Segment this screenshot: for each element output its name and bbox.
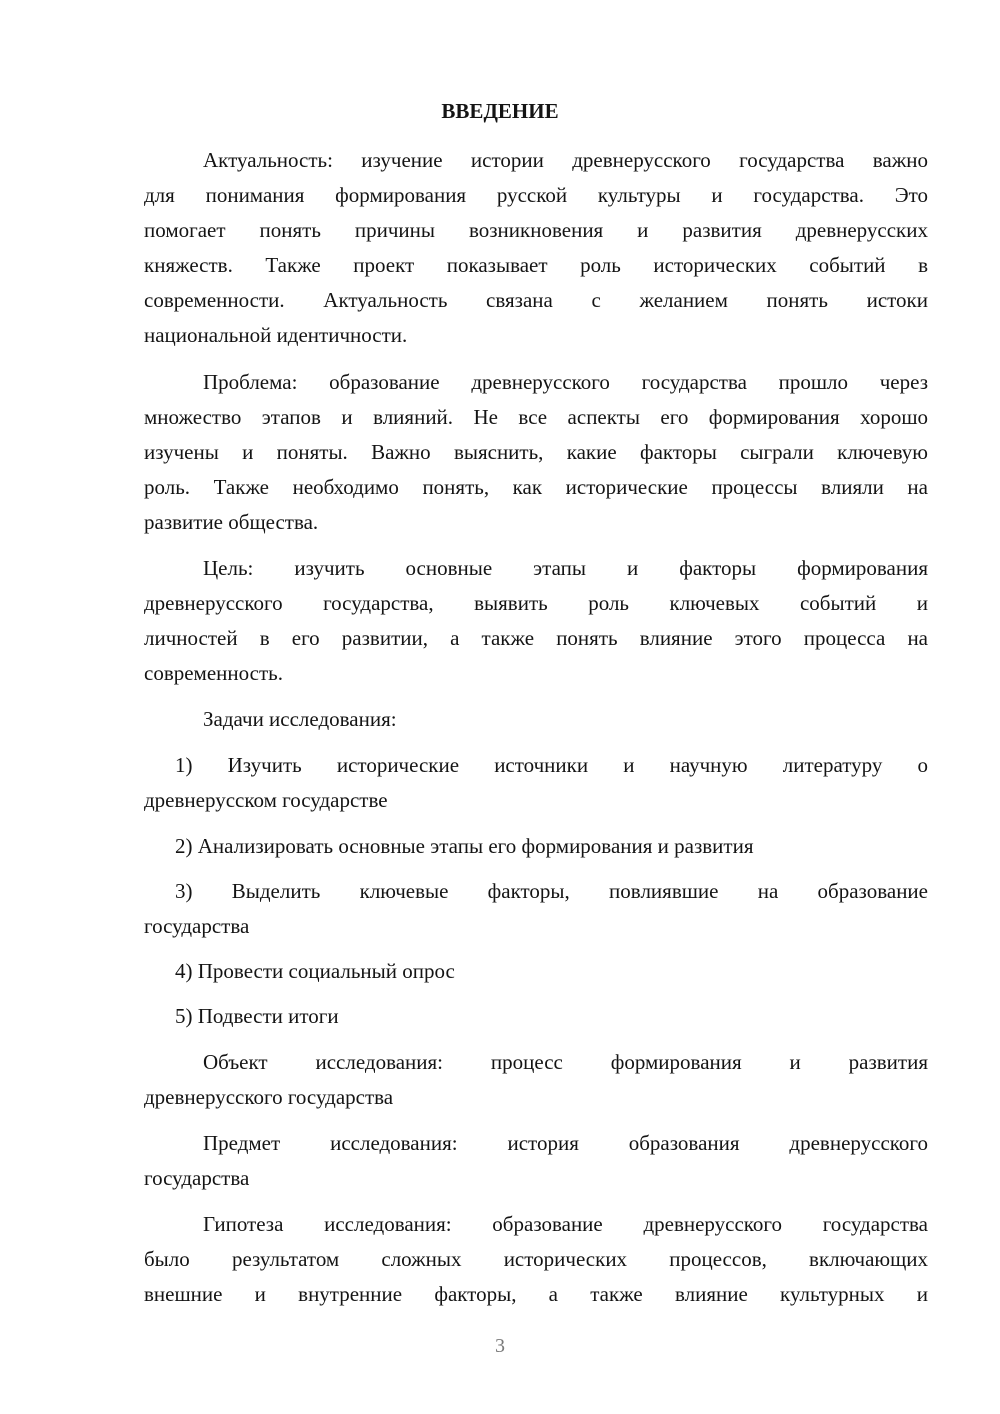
list-item: 4) Провести социальный опрос (175, 959, 455, 983)
text-line: помогает понять причины возникновения и развития древнерусских (144, 218, 928, 242)
text-line: роль. Также необходимо понять, как исторические процессы влияли на (144, 475, 928, 499)
page-title: ВВЕДЕНИЕ (441, 99, 559, 123)
list-item: 2) Анализировать основные этапы его формирования и развития (175, 834, 754, 858)
text-line: изучены и поняты. Важно выяснить, какие факторы сыграли ключевую (144, 440, 928, 464)
text-line: древнерусском государстве (144, 788, 388, 812)
text-line: множество этапов и влияний. Не все аспекты его формирования хорошо (144, 405, 928, 429)
text-line: личностей в его развитии, а также понять влияние этого процесса на (144, 626, 928, 650)
text-line: было результатом сложных исторических процессов, включающих (144, 1247, 928, 1271)
text-line: древнерусского государства (144, 1085, 394, 1109)
text-line: для понимания формирования русской культуры и государства. Это (144, 183, 928, 207)
text-line: современность. (144, 661, 283, 685)
text-line: Актуальность: изучение истории древнерусского государства важно (203, 148, 928, 172)
text-line: внешние и внутренние факторы, а также влияние культурных и (144, 1282, 928, 1306)
text-line: государства (144, 1166, 250, 1190)
text-line: Гипотеза исследования: образование древнерусского государства (203, 1212, 928, 1236)
text-line: государства (144, 914, 250, 938)
page-number: 3 (495, 1335, 505, 1357)
text-line: Задачи исследования: (203, 707, 397, 731)
text-line: Объект исследования: процесс формирования и развития (203, 1050, 928, 1074)
text-line: современности. Актуальность связана с желанием понять истоки (144, 288, 928, 312)
text-line: Предмет исследования: история образования древнерусского (203, 1131, 928, 1155)
list-item: 5) Подвести итоги (175, 1004, 339, 1028)
text-line: Цель: изучить основные этапы и факторы формирования (203, 556, 928, 580)
text-line: национальной идентичности. (144, 323, 408, 347)
text-line: княжеств. Также проект показывает роль исторических событий в (144, 253, 928, 277)
list-item: 1) Изучить исторические источники и научную литературу о (175, 753, 928, 777)
text-line: Проблема: образование древнерусского государства прошло через (203, 370, 928, 394)
text-line: развитие общества. (144, 510, 319, 534)
text-line: древнерусского государства, выявить роль ключевых событий и (144, 591, 928, 615)
list-item: 3) Выделить ключевые факторы, повлиявшие на образование (175, 879, 928, 903)
